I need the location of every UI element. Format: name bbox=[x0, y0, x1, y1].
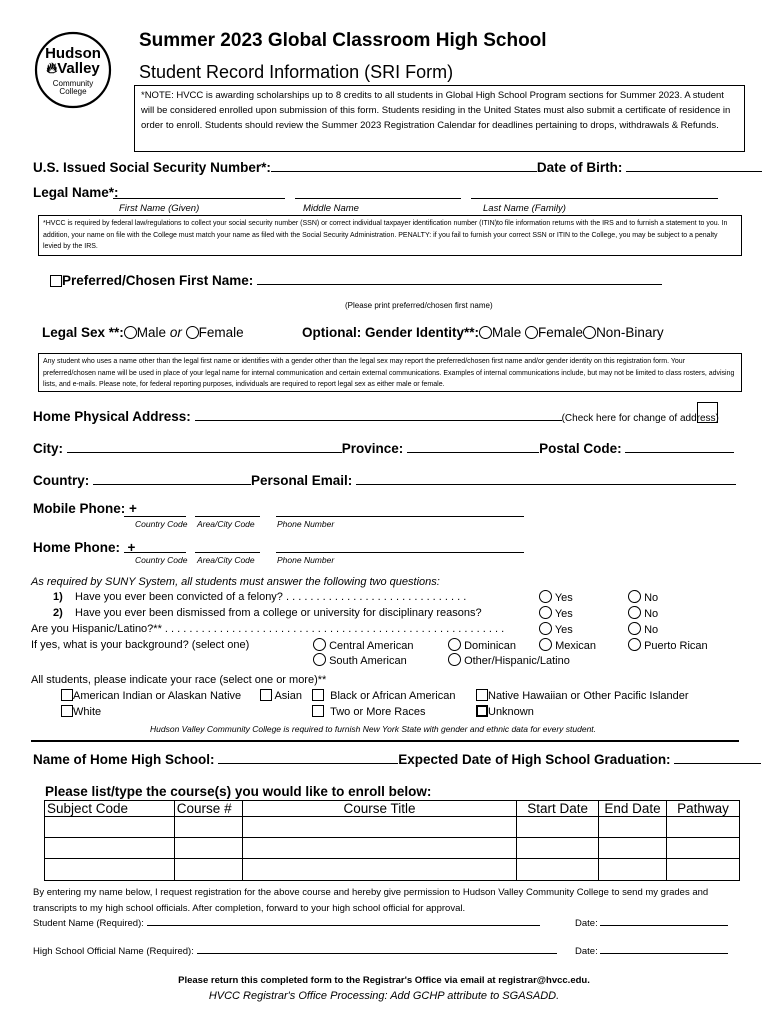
student-date-row bbox=[575, 918, 728, 929]
table-row bbox=[45, 817, 740, 838]
middle-name-caption: Middle Name bbox=[303, 203, 359, 214]
legal-sex-female-radio[interactable] bbox=[186, 326, 199, 339]
race-white-checkbox[interactable] bbox=[61, 705, 73, 717]
course-cell[interactable] bbox=[666, 817, 739, 838]
felony-yes-radio[interactable] bbox=[539, 590, 552, 603]
postal-code-field[interactable] bbox=[625, 452, 734, 453]
course-cell[interactable] bbox=[174, 859, 242, 881]
page-subtitle: Student Record Information (SRI Form) bbox=[139, 62, 454, 82]
gender-identity-row bbox=[302, 325, 664, 340]
bg-mexican-radio[interactable] bbox=[539, 638, 552, 651]
bg-dominican bbox=[448, 638, 516, 652]
official-date-field[interactable] bbox=[600, 953, 728, 954]
student-name-label: Student Name (Required): bbox=[33, 918, 144, 929]
dob-label: Date of Birth: bbox=[536, 160, 623, 175]
background-question: If yes, what is your background? (select one) bbox=[31, 639, 250, 651]
preferred-name-caption: (Please print preferred/chosen first name) bbox=[345, 301, 493, 310]
felony-no-radio[interactable] bbox=[628, 590, 641, 603]
address-row bbox=[33, 409, 719, 424]
table-row bbox=[45, 859, 740, 881]
logo-text-college: College bbox=[59, 87, 87, 96]
dob-field[interactable] bbox=[626, 171, 762, 172]
race-note: Hudson Valley Community College is required to furnish New York State with gender and ethnic data for every student. bbox=[150, 724, 597, 734]
home-country-code-field[interactable] bbox=[124, 538, 186, 553]
bg-central-american-radio[interactable] bbox=[313, 638, 326, 651]
address-field[interactable] bbox=[195, 420, 562, 421]
felony-question-number: 1) bbox=[53, 591, 63, 603]
course-cell[interactable] bbox=[517, 817, 599, 838]
official-date-label: Date: bbox=[575, 946, 598, 957]
address-change-checkbox[interactable] bbox=[697, 402, 718, 423]
gender-identity-label: Optional: Gender Identity**: bbox=[302, 325, 480, 340]
preferred-name-field[interactable] bbox=[257, 284, 662, 285]
dismissal-no-label: No bbox=[644, 608, 659, 620]
course-cell[interactable] bbox=[666, 859, 739, 881]
race-american-indian bbox=[61, 689, 241, 702]
felony-yes-option bbox=[539, 590, 573, 604]
preferred-name-row bbox=[50, 273, 662, 288]
course-cell[interactable] bbox=[45, 859, 175, 881]
col-pathway: Pathway bbox=[666, 801, 739, 817]
col-course-title: Course Title bbox=[242, 801, 516, 817]
consent-text: By entering my name below, I request registration for the above course and hereby give permission to Hudson Valley Community College to send my grades and transcripts to my high school officials. After completion, forward to your high school official for approval. bbox=[33, 887, 709, 914]
race-native-hawaiian-label: Native Hawaiian or Other Pacific Islander bbox=[488, 690, 689, 702]
gender-note: Any student who uses a name other than the legal first name or identifies with a gender other than the legal sex may report the preferred/chosen first name and/or gender identity on this registration form. Your preferred/chosen name will be used in place of your legal name for internal communication and certain external communications. Examples of internal communications include, but may not be limited to class rosters, advising lists, and e-mails. Please note, for federal reporting purposes, individuals are required to report legal sex as either male or female. bbox=[38, 353, 742, 392]
gender-female-radio[interactable] bbox=[525, 326, 538, 339]
bg-dominican-radio[interactable] bbox=[448, 638, 461, 651]
personal-email-field[interactable] bbox=[356, 484, 736, 485]
flame-icon: 🔥︎ bbox=[46, 60, 58, 77]
bg-mexican-label: Mexican bbox=[555, 640, 597, 652]
race-american-indian-checkbox[interactable] bbox=[61, 689, 73, 701]
race-white bbox=[61, 705, 101, 718]
student-name-field[interactable] bbox=[147, 925, 540, 926]
home-phone-label: Home Phone: + bbox=[33, 540, 136, 555]
legal-sex-female-label: Female bbox=[198, 325, 244, 340]
bg-central-american-label: Central American bbox=[329, 640, 414, 652]
courses-header-row bbox=[45, 801, 740, 817]
ssn-row bbox=[33, 160, 762, 175]
city-row bbox=[33, 441, 734, 456]
province-label: Province: bbox=[341, 441, 404, 456]
home-area-code-caption: Area/City Code bbox=[197, 555, 255, 565]
dismissal-yes-radio[interactable] bbox=[539, 606, 552, 619]
high-school-label: Name of Home High School: bbox=[33, 752, 215, 767]
col-start-date: Start Date bbox=[517, 801, 599, 817]
first-name-caption: First Name (Given) bbox=[119, 203, 200, 214]
course-cell[interactable] bbox=[599, 817, 667, 838]
race-two-or-more-checkbox[interactable] bbox=[312, 705, 324, 717]
course-cell[interactable] bbox=[242, 817, 516, 838]
postal-code-label: Postal Code: bbox=[539, 441, 622, 456]
legal-sex-or: or bbox=[169, 325, 182, 340]
logo-text-valley: 🔥︎Valley bbox=[46, 60, 100, 77]
legal-sex-male-radio[interactable] bbox=[124, 326, 137, 339]
race-black bbox=[312, 689, 455, 702]
ssn-note: *HVCC is required by federal law/regulations to collect your social security number (SSN) or correct individual taxpayer identification number (ITIN)to file information returns with the IRS and to furnish a statement to you. In addition, your name on file with the College must match your name as filed with the Social Security Administration. PENALTY: if you fail to furnish your correct SSN or ITIN to the College, you may be subject to a penalty levied by the IRS. bbox=[38, 215, 742, 256]
bg-south-american-label: South American bbox=[329, 655, 407, 667]
last-name-caption: Last Name (Family) bbox=[483, 203, 566, 214]
city-label: City: bbox=[33, 441, 63, 456]
bg-mexican bbox=[539, 638, 596, 652]
bg-puerto-rican-radio[interactable] bbox=[628, 638, 641, 651]
country-row bbox=[33, 473, 736, 488]
gender-male-label: Male bbox=[492, 325, 522, 340]
mobile-number-field[interactable] bbox=[276, 502, 524, 517]
graduation-date-label: Expected Date of High School Graduation: bbox=[398, 752, 671, 767]
ssn-field[interactable] bbox=[271, 171, 537, 172]
course-cell[interactable] bbox=[599, 859, 667, 881]
hispanic-yes-option bbox=[539, 622, 573, 636]
race-asian-checkbox[interactable] bbox=[260, 689, 272, 701]
bg-dominican-label: Dominican bbox=[464, 640, 517, 652]
mobile-country-code-caption: Country Code bbox=[135, 519, 188, 529]
course-cell[interactable] bbox=[174, 838, 242, 859]
race-unknown bbox=[476, 705, 534, 718]
race-unknown-checkbox[interactable] bbox=[476, 705, 488, 717]
race-asian-label: Asian bbox=[274, 690, 302, 702]
col-subject-code: Subject Code bbox=[45, 801, 175, 817]
race-black-label: Black or African American bbox=[330, 690, 456, 702]
felony-no-label: No bbox=[644, 592, 659, 604]
gender-nonbinary-label: Non-Binary bbox=[596, 325, 664, 340]
bg-other-hispanic bbox=[448, 653, 570, 667]
courses-label: Please list/type the course(s) you would like to enroll below: bbox=[45, 784, 432, 799]
preferred-name-checkbox[interactable] bbox=[50, 275, 62, 287]
student-date-label: Date: bbox=[575, 918, 598, 929]
course-cell[interactable] bbox=[517, 838, 599, 859]
college-logo bbox=[33, 30, 113, 110]
course-cell[interactable] bbox=[45, 817, 175, 838]
home-area-code-field[interactable] bbox=[195, 538, 260, 553]
dismissal-question bbox=[53, 607, 482, 619]
dismissal-question-number: 2) bbox=[53, 607, 63, 619]
hispanic-yes-radio[interactable] bbox=[539, 622, 552, 635]
mobile-area-code-caption: Area/City Code bbox=[197, 519, 255, 529]
high-school-row bbox=[33, 752, 761, 767]
dismissal-yes-option bbox=[539, 606, 573, 620]
address-change-label: (Check here for change of address) bbox=[561, 413, 719, 424]
race-intro: All students, please indicate your race (select one or more)** bbox=[31, 674, 327, 686]
dismissal-yes-label: Yes bbox=[554, 608, 573, 620]
high-school-field[interactable] bbox=[218, 763, 398, 764]
logo-text-hudson: Hudson bbox=[45, 45, 101, 62]
bg-other-hispanic-label: Other/Hispanic/Latino bbox=[464, 655, 570, 667]
bg-puerto-rican bbox=[628, 638, 708, 652]
country-field[interactable] bbox=[93, 484, 251, 485]
section-divider bbox=[31, 740, 739, 742]
legal-sex-male-label: Male bbox=[136, 325, 167, 340]
page-title: Summer 2023 Global Classroom High School bbox=[139, 30, 547, 51]
mobile-phone-label: Mobile Phone: + bbox=[33, 501, 137, 516]
gender-female-label: Female bbox=[538, 325, 584, 340]
courses-table bbox=[44, 800, 740, 881]
hispanic-yes-label: Yes bbox=[554, 624, 573, 636]
scholarship-note: *NOTE: HVCC is awarding scholarships up to 8 credits to all students in Global High School Program sections for Summer 2023. A student will be considered enrolled upon submission of this form. Students residing in the United States must also submit a certificate of residence in order to enroll. Students should review the Summer 2023 Registration Calendar for deadlines pertaining to drops, withdrawals & Refunds. bbox=[134, 85, 745, 152]
race-unknown-label: Unknown bbox=[488, 706, 534, 718]
bg-central-american bbox=[313, 638, 413, 652]
hispanic-question: Are you Hispanic/Latino?** . . . . . . . . . . . . . . . . . . . . . . . . . . . . . . . . . . . . . . . . . . . . . . . . . . . . . . . . bbox=[31, 623, 505, 635]
felony-no-option bbox=[628, 590, 658, 604]
course-cell[interactable] bbox=[242, 838, 516, 859]
return-instructions: Please return this completed form to the Registrar's Office via email at registrar@hvcc.edu. bbox=[178, 975, 590, 986]
mobile-country-code-field[interactable] bbox=[124, 502, 186, 517]
processing-note: HVCC Registrar's Office Processing: Add GCHP attribute to SGASADD. bbox=[208, 990, 560, 1002]
legal-name-label: Legal Name*: bbox=[33, 185, 119, 200]
felony-question bbox=[53, 591, 466, 603]
race-white-label: White bbox=[73, 706, 102, 718]
suny-intro: As required by SUNY System, all students must answer the following two questions: bbox=[31, 576, 440, 588]
dismissal-question-text: Have you ever been dismissed from a college or university for disciplinary reasons? bbox=[75, 607, 482, 619]
official-name-row bbox=[33, 946, 557, 957]
student-date-field[interactable] bbox=[600, 925, 728, 926]
ssn-label: U.S. Issued Social Security Number*: bbox=[33, 160, 271, 175]
hispanic-no-option bbox=[628, 622, 658, 636]
official-name-field[interactable] bbox=[197, 953, 557, 954]
legal-sex-label: Legal Sex **: bbox=[42, 325, 124, 340]
race-native-hawaiian bbox=[476, 689, 689, 702]
felony-yes-label: Yes bbox=[554, 592, 573, 604]
race-two-or-more bbox=[312, 705, 426, 718]
graduation-date-field[interactable] bbox=[674, 763, 761, 764]
logo-text-community: Community bbox=[52, 79, 94, 88]
last-name-field[interactable] bbox=[471, 183, 718, 199]
race-native-hawaiian-checkbox[interactable] bbox=[476, 689, 488, 701]
middle-name-field[interactable] bbox=[295, 183, 461, 199]
course-cell[interactable] bbox=[599, 838, 667, 859]
official-name-label: High School Official Name (Required): bbox=[33, 946, 194, 957]
official-date-row bbox=[575, 946, 728, 957]
gender-male-radio[interactable] bbox=[479, 326, 492, 339]
hispanic-no-label: No bbox=[644, 624, 659, 636]
col-course-number: Course # bbox=[174, 801, 242, 817]
personal-email-label: Personal Email: bbox=[251, 473, 353, 488]
first-name-field[interactable] bbox=[113, 183, 285, 199]
gender-nonbinary-radio[interactable] bbox=[583, 326, 596, 339]
bg-puerto-rican-label: Puerto Rican bbox=[644, 640, 708, 652]
bg-south-american bbox=[313, 653, 407, 667]
course-cell[interactable] bbox=[174, 817, 242, 838]
course-cell[interactable] bbox=[517, 859, 599, 881]
bg-other-hispanic-radio[interactable] bbox=[448, 653, 461, 666]
mobile-number-caption: Phone Number bbox=[277, 519, 335, 529]
dismissal-no-radio[interactable] bbox=[628, 606, 641, 619]
home-number-field[interactable] bbox=[276, 538, 524, 553]
home-country-code-caption: Country Code bbox=[135, 555, 188, 565]
home-number-caption: Phone Number bbox=[277, 555, 335, 565]
race-american-indian-label: American Indian or Alaskan Native bbox=[73, 690, 242, 702]
hispanic-no-radio[interactable] bbox=[628, 622, 641, 635]
col-end-date: End Date bbox=[599, 801, 667, 817]
student-name-row bbox=[33, 918, 540, 929]
mobile-area-code-field[interactable] bbox=[195, 502, 260, 517]
course-cell[interactable] bbox=[242, 859, 516, 881]
race-asian bbox=[260, 689, 302, 702]
course-cell[interactable] bbox=[666, 838, 739, 859]
preferred-name-label: Preferred/Chosen First Name: bbox=[62, 273, 254, 288]
race-black-checkbox[interactable] bbox=[312, 689, 324, 701]
felony-question-text: Have you ever been convicted of a felony? . . . . . . . . . . . . . . . . . . . . . . . . . . . . . . bbox=[75, 591, 467, 603]
legal-sex-row bbox=[42, 325, 244, 340]
table-row bbox=[45, 838, 740, 859]
country-label: Country: bbox=[33, 473, 90, 488]
city-field[interactable] bbox=[67, 452, 342, 453]
course-cell[interactable] bbox=[45, 838, 175, 859]
dismissal-no-option bbox=[628, 606, 658, 620]
race-two-or-more-label: Two or More Races bbox=[330, 706, 426, 718]
address-label: Home Physical Address: bbox=[33, 409, 191, 424]
province-field[interactable] bbox=[407, 452, 539, 453]
bg-south-american-radio[interactable] bbox=[313, 653, 326, 666]
